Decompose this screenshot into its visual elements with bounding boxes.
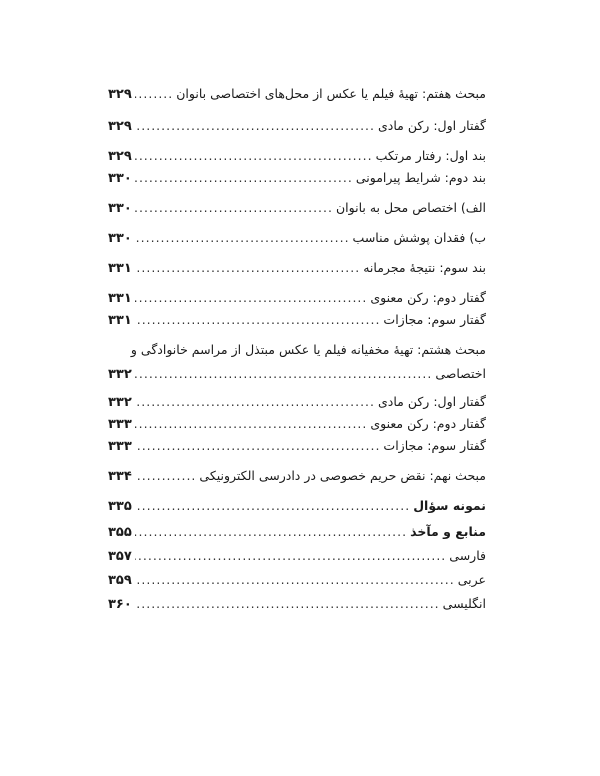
dot-leader: [135, 496, 410, 516]
toc-entry-title: گفتار دوم: رکن معنوی: [370, 416, 486, 431]
dot-leader: [135, 310, 381, 330]
dot-leader: [135, 570, 455, 590]
toc-entry: [108, 496, 486, 516]
dot-leader: [135, 288, 368, 308]
toc-entry-page: ۳۳۲: [108, 367, 132, 382]
toc-entry-title: بند اول: رفتار مرتکب: [375, 148, 486, 163]
dot-leader: [135, 466, 197, 486]
toc-entry: [108, 594, 486, 614]
toc-entry: [108, 522, 486, 542]
toc-entry-title: الف) اختصاص محل به بانوان: [335, 200, 486, 215]
dot-leader: [135, 364, 433, 384]
toc-entry-title: مبحث هفتم: تهیهٔ فیلم یا عکس از محل‌های اختصاصی بانوان: [176, 86, 486, 101]
toc-entry: [108, 466, 486, 486]
dot-leader: [135, 546, 446, 566]
toc-entry-page: ۳۳۳: [108, 439, 132, 454]
toc-entry: [108, 288, 486, 308]
toc-entry-title: گفتار دوم: رکن معنوی: [370, 290, 486, 305]
dot-leader: [135, 436, 381, 456]
toc-entry-page: ۳۵۹: [108, 573, 132, 588]
toc-entry-page: ۳۵۵: [108, 525, 132, 540]
toc-entry-page: ۳۲۹: [108, 149, 132, 164]
dot-leader: [135, 84, 173, 104]
toc-entry-title: بند دوم: شرایط پیرامونی: [355, 170, 486, 185]
toc-entry-title: گفتار سوم: مجازات: [383, 438, 486, 453]
toc-entry-title-line2: اختصاصی: [435, 366, 486, 381]
toc-entry-page: ۳۳۱: [108, 313, 132, 328]
toc-entry-title: گفتار سوم: مجازات: [383, 312, 486, 327]
toc-entry-page: ۳۲۹: [108, 87, 132, 102]
toc-entry: [108, 340, 486, 382]
toc-entry: [108, 146, 486, 166]
toc-entry-page: ۳۵۷: [108, 549, 132, 564]
toc-entry-page: ۳۳۴: [108, 469, 132, 484]
toc-entry: [108, 392, 486, 412]
toc-entry: [108, 310, 486, 330]
toc-entry-page: ۳۶۰: [108, 597, 132, 612]
toc-entry: [108, 84, 486, 104]
toc-entry-title: فارسی: [449, 548, 486, 563]
toc-entry-title: انگلیسی: [442, 596, 486, 611]
dot-leader: [135, 414, 368, 434]
toc-entry-title: گفتار اول: رکن مادی: [378, 394, 486, 409]
toc-entry: [108, 436, 486, 456]
toc-entry-page: ۳۳۲: [108, 395, 132, 410]
dot-leader: [135, 392, 375, 412]
toc-entry-page: ۳۳۱: [108, 291, 132, 306]
toc-entry: [108, 198, 486, 218]
toc-entry: [108, 570, 486, 590]
dot-leader: [135, 228, 350, 248]
toc-entry-title: گفتار اول: رکن مادی: [378, 118, 486, 133]
dot-leader: [135, 198, 333, 218]
dot-leader: [135, 116, 375, 136]
toc-entry-page: ۳۳۳: [108, 417, 132, 432]
toc-entry-title: ب) فقدان پوشش مناسب: [352, 230, 486, 245]
dot-leader: [135, 594, 440, 614]
toc-entry-title-line1: مبحث هشتم: تهیهٔ مخفیانه فیلم یا عکس مبتذل از مراسم خانوادگی و: [130, 342, 486, 357]
toc-entry-page: ۳۳۱: [108, 261, 132, 276]
toc-entry: [108, 116, 486, 136]
dot-leader: [135, 168, 353, 188]
toc-entry: [108, 228, 486, 248]
toc-entry-page: ۳۳۰: [108, 171, 132, 186]
toc-entry-title: نمونه سؤال: [413, 498, 486, 513]
toc-entry-page: ۳۳۰: [108, 201, 132, 216]
toc-entry: [108, 168, 486, 188]
toc-entry-title: بند سوم: نتیجهٔ مجرمانه: [363, 260, 486, 275]
toc-entry: [108, 258, 486, 278]
toc-entry-title: منابع و مآخذ: [410, 524, 486, 539]
dot-leader: [135, 522, 407, 542]
dot-leader: [135, 258, 360, 278]
toc-entry: [108, 414, 486, 434]
toc-entry-page: ۳۳۵: [108, 499, 132, 514]
toc-entry-page: ۳۳۰: [108, 231, 132, 246]
toc-entry-title: عربی: [457, 572, 486, 587]
dot-leader: [135, 146, 373, 166]
toc-entry: [108, 546, 486, 566]
toc-entry-title: مبحث نهم: نقض حریم خصوصی در دادرسی الکترونیکی: [199, 468, 486, 483]
toc-entry-page: ۳۲۹: [108, 119, 132, 134]
